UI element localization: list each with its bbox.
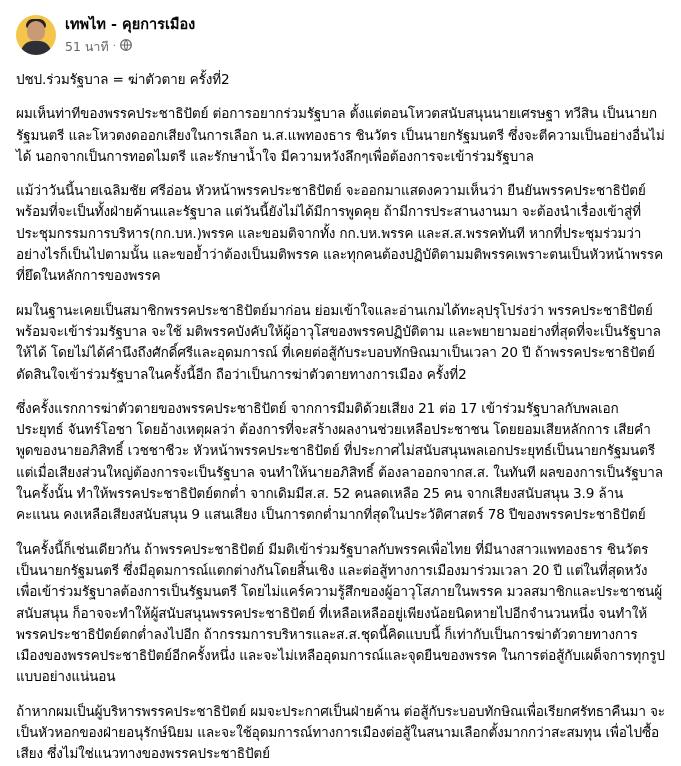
post-paragraph: แม้ว่าวันนี้นายเฉลิมชัย ศรีอ่อน หัวหน้าพรรคประชาธิปัตย์ จะออกมาแสดงความเห็นว่า ยืนยันพรรคประชาธิปัตย์พร้อมที่จะเป็นทั้งฝ่ายค้านและรัฐบาล แต่วันนี้ยังไม่ได้มีการพูดคุย ถ้ามีการประสานงานมา จะต้องนำเรื่องเข้าสู่ที่ประชุมกรรมการบริหาร(กก.บห.)พรรค และขอมติจากทั้ง กก.บห.พรรค และส.ส.พรรคทันที หากที่ประชุมร่วมว่าอย่างไรก็เป็นไปตามนั้น และขอย้ำว่าต้องเป็นมติพรรค และทุกคนต้องปฏิบัติตามมติพรรคเพราะตนเป็นหัวหน้าพรรคที่ยึดในหลักการของพรรค [16,183,664,285]
post-time[interactable]: 51 นาที [65,38,109,54]
globe-icon [120,38,132,55]
post-paragraph: ในครั้งนี้ก็เช่นเดียวกัน ถ้าพรรคประชาธิปัตย์ มีมติเข้าร่วมรัฐบาลกับพรรคเพื่อไทย ที่มีนางสาวแพทองธาร ชินวัตร เป็นนายกรัฐมนตรี ซึ่งมีอุดมการณ์แตกต่างกันโดยสิ้นเชิง และต่อสู้ทางการเมืองมาร่วมเวลา 20 ปี แต่ในที่สุดหวังเพื่อเข้าร่วมรัฐบาลต้องการเป็นรัฐมนตรี โดยไม่แคร์ความรู้สึกของผู้อาวุโสภายในพรรค มวลสมาชิกและประชาชนผู้สนับสนุน ก็อาจจะทำให้ผู้สนับสนุนพรรคประชาธิปัตย์ ที่เหลือเหลืออยู่เพียงน้อยนิดหายไปอีกจำนวนหนึ่ง จนทำให้พรรคประชาธิปัตย์ตกต่ำลงไปอีก ถ้ากรรมการบริหารและส.ส.ชุดนี้คิดแบบนี้ ก็เท่ากับเป็นการฆ่าตัวตายทางการเมืองของพรรคประชาธิปัตย์อีกครั้งหนึ่ง และจะไม่เหลืออุดมการณ์และจุดยืนของพรรค ในการต่อสู้กับเผด็จการทุกรูปแบบอย่างแน่นอน [16,541,665,686]
post-paragraph: ผมเห็นท่าทีของพรรคประชาธิปัตย์ ต่อการอยากร่วมรัฐบาล ตั้งแต่ตอนโหวตสนับสนุนนายเศรษฐา ทวีสิน เป็นนายกรัฐมนตรี และโหวตงดออกเสียงในการเลือก น.ส.แพทองธาร ชินวัตร เป็นนายกรัฐมนตรี ซึ่งจะตีความเป็นอย่างอื่นไม่ได้ นอกจากเป็นการทอดไมตรี และรักษาน้ำใจ มีความหวังลึกๆเพื่อต้องการจะเข้าร่วมรัฐบาล [16,106,665,165]
post-subline [65,38,195,55]
post-paragraph: ผมในฐานะเคยเป็นสมาชิกพรรคประชาธิปัตย์มาก่อน ย่อมเข้าใจและอ่านเกมได้ทะลุปรุโปร่งว่า พรรคประชาธิปัตย์พร้อมจะเข้าร่วมรัฐบาล จะใช้ มติพรรคบังคับให้ผู้อาวุโสของพรรคปฏิบัติตาม และพยายามอย่างที่สุดที่จะเป็นรัฐบาลให้ได้ โดยไม่ได้คำนึงถึงศักดิ์ศรีและอุดมการณ์ ที่เคยต่อสู้กับระบอบทักษิณมาเป็นเวลา 20 ปี ถ้าพรรคประชาธิปัตย์ตัดสินใจเข้าร่วมรัฐบาลในครั้งนี้อีก ถือว่าเป็นการฆ่าตัวตายทางการเมือง ครั้งที่2 [16,302,661,383]
post-header [16,12,665,58]
post-content [16,70,665,766]
author-name[interactable]: เทพไท - คุยการเมือง [65,16,196,33]
post-paragraph: ซึ่งครั้งแรกการฆ่าตัวตายของพรรคประชาธิปัตย์ จากการมีมติด้วยเสียง 21 ต่อ 17 เข้าร่วมรัฐบาลกับพลเอกประยุทธ์ จันทร์โอชา โดยอ้างเหตุผลว่า ต้องการที่จะสร้างผลงานช่วยเหลือประชาชน โดยยอมเสียหลักการ เสียคำพูดของนายอภิสิทธิ์ เวชชาชีวะ หัวหน้าพรรคประชาธิปัตย์ ที่ประกาศไม่สนับสนุนพลเอกประยุทธ์เป็นนายกรัฐมนตรี แต่เมื่อเสียงส่วนใหญ่ต้องการจะเป็นรัฐบาล จนทำให้นายอภิสิทธิ์ ต้องลาออกจากส.ส. ในทันที ผลของการเป็นรัฐบาลในครั้งนั้น ทำให้พรรคประชาธิปัตย์ตกต่ำ จากเดิมมีส.ส. 52 คนลดเหลือ 25 คน จากเสียงสนับสนุน 3.9 ล้านคะแนน คงเหลือเสียงสนับสนุน 9 แสนเสียง เป็นการตกต่ำมากที่สุดในประวัติศาสตร์ 78 ปีของพรรคประชาธิปัตย์ [16,400,663,524]
post-paragraph: ถ้าหากผมเป็นผู้บริหารพรรคประชาธิปัตย์ ผมจะประกาศเป็นฝ่ายค้าน ต่อสู้กับระบอบทักษิณเพื่อเรียกศรัทธาคืนมา จะเป็นหัวหอกของฝ่ายอนุรักษ์นิยม และจะใช้อุดมการณ์ทางการเมืองต่อสู้ในสนามเลือกตั้งมากกว่าสะสมทุน เพื่อไปซื้อเสียง ซึ่งไม่ใช่แนวทางของพรรคประชาธิปัตย์ [16,703,665,763]
separator-dot: · [112,40,116,52]
avatar[interactable] [16,15,56,55]
post-meta [65,16,195,55]
post-paragraph-title: ปชป.ร่วมรัฐบาล = ฆ่าตัวตาย ครั้งที่2 [16,72,230,88]
